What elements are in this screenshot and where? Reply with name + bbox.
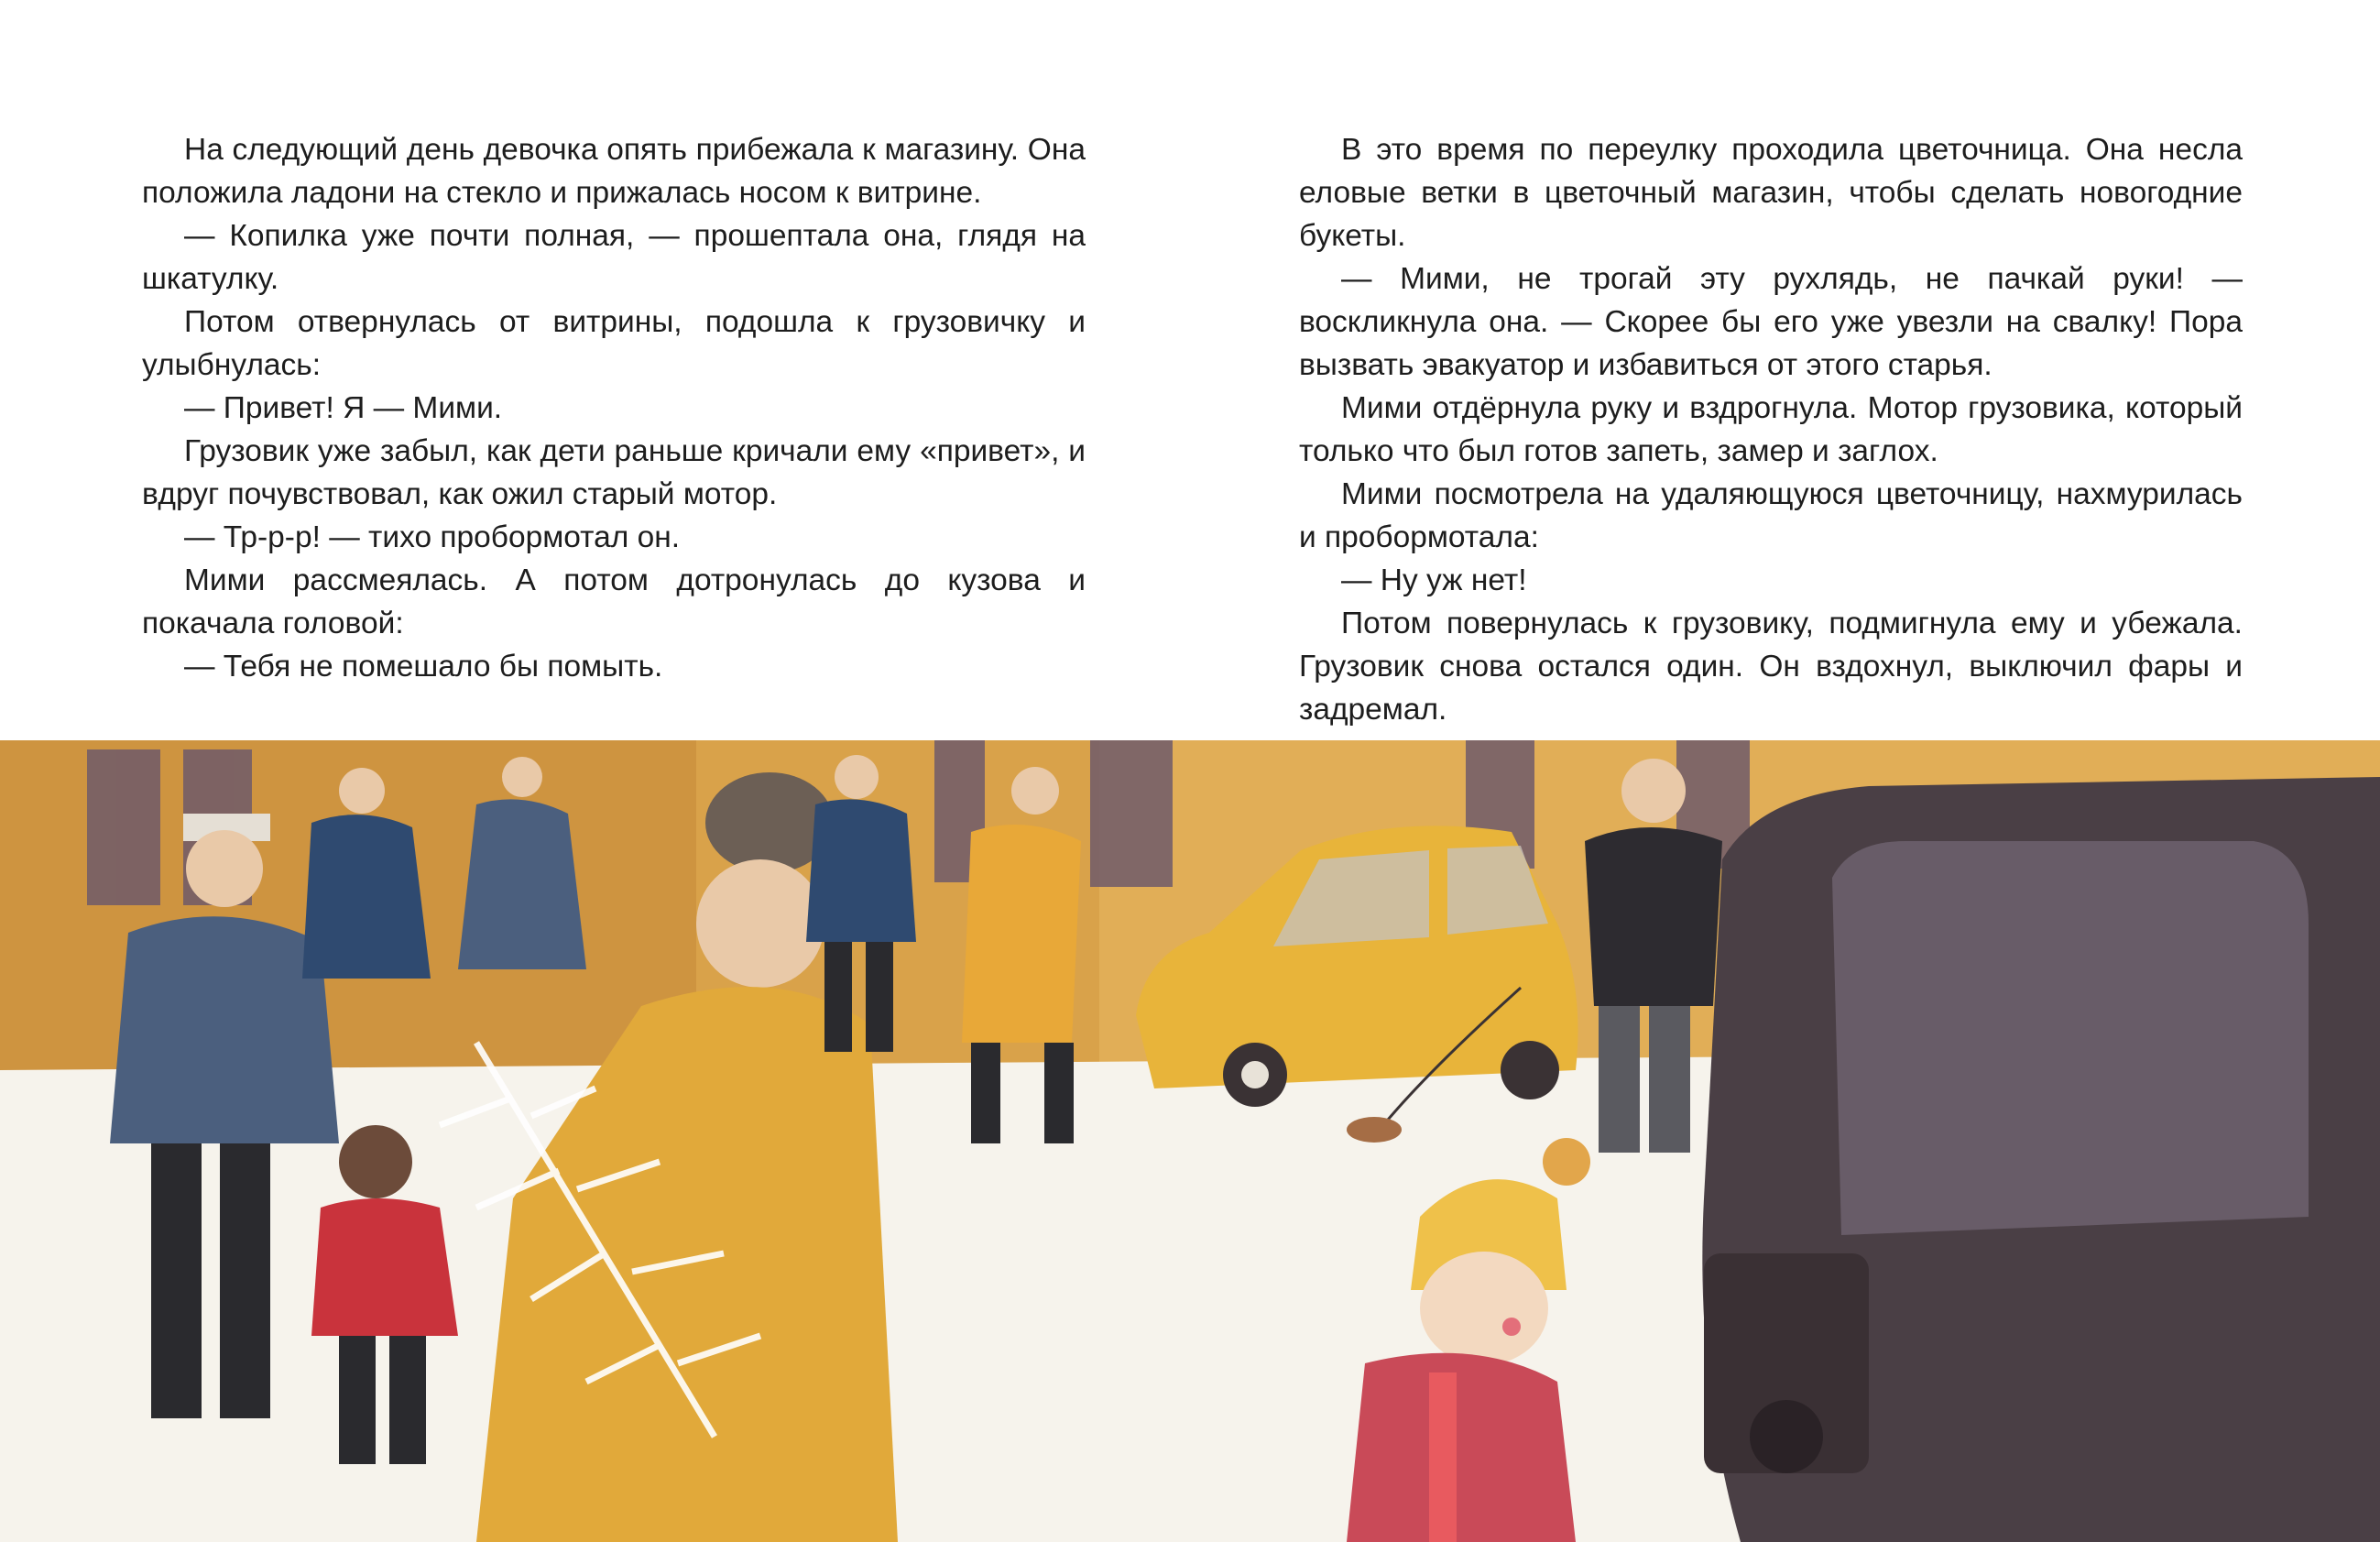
- left-text-column: [142, 128, 1086, 688]
- paragraph: Грузовик уже забыл, как дети раньше кричали ему «привет», и вдруг почувствовал, как ожил старый мотор.: [142, 434, 1086, 511]
- paragraph: На следующий день девочка опять прибежала к магазину. Она положила ладони на стекло и прижалась носом к витрине.: [142, 133, 1086, 210]
- paragraph: — Тебя не помешало бы помыть.: [184, 650, 663, 684]
- paragraph: Мими рассмеялась. А потом дотронулась до кузова и покачала головой:: [142, 563, 1086, 640]
- paragraph: — Копилка уже почти полная, — прошептала она, глядя на шкатулку.: [142, 219, 1086, 296]
- window: [87, 749, 160, 905]
- right-text-column: [1299, 128, 2243, 731]
- old-truck: [1702, 777, 2380, 1542]
- paragraph: — Тр-р-р! — тихо пробормотал он.: [184, 520, 681, 554]
- paragraph: Мими отдёрнула руку и вздрогнула. Мотор грузовика, который только что был готов запеть, замер и заглох.: [1299, 391, 2243, 468]
- window: [1090, 740, 1173, 887]
- paragraph: Потом отвернулась от витрины, подошла к грузовичку и улыбнулась:: [142, 305, 1086, 382]
- street-scene-illustration: [0, 740, 2380, 1542]
- paragraph: Мими посмотрела на удаляющуюся цветочницу, нахмурилась и пробормотала:: [1299, 477, 2243, 554]
- paragraph: В это время по переулку проходила цветочница. Она несла еловые ветки в цветочный магазин, чтобы сделать новогодние букеты.: [1299, 133, 2243, 253]
- paragraph: — Ну уж нет!: [1341, 563, 1527, 597]
- paragraph: Потом повернулась к грузовику, подмигнула ему и убежала. Грузовик снова остался один. Он вздохнул, выключил фары и задремал.: [1299, 607, 2243, 727]
- paragraph: — Мими, не трогай эту рухлядь, не пачкай руки! — воскликнула она. — Скорее бы его уже увезли на свалку! Пора вызвать эвакуатор и избавиться от этого старья.: [1299, 262, 2243, 382]
- paragraph: — Привет! Я — Мими.: [184, 391, 503, 425]
